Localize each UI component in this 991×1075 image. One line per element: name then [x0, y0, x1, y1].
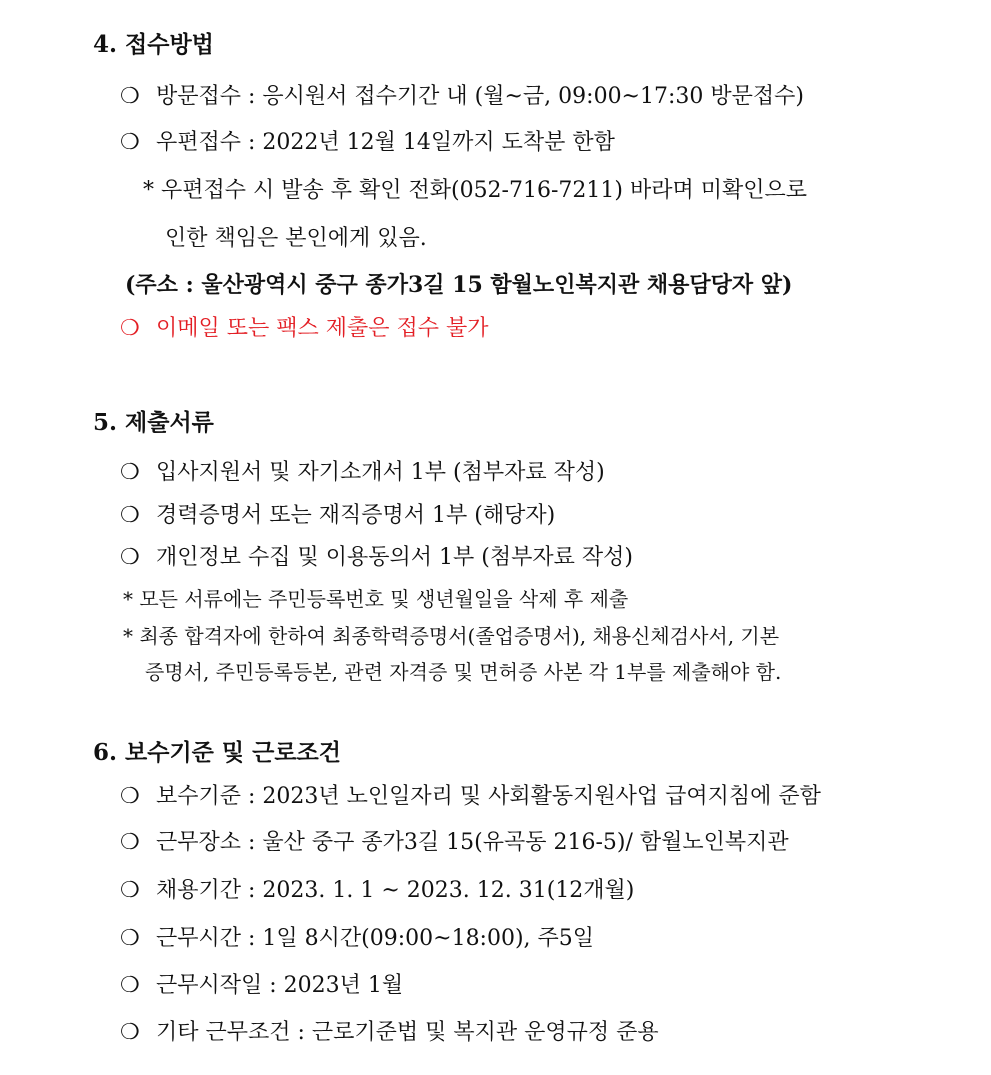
- circle-bullet-icon: ❍: [120, 878, 140, 903]
- list-item-text: 우편접수 : 2022년 12월 14일까지 도착분 한함: [156, 130, 615, 155]
- list-item-text: 개인정보 수집 및 이용동의서 1부 (첨부자료 작성): [156, 545, 633, 570]
- circle-bullet-icon: ❍: [120, 784, 140, 809]
- warning-item: [120, 314, 489, 344]
- circle-bullet-icon: ❍: [120, 973, 140, 998]
- list-item: [120, 971, 403, 1001]
- circle-bullet-icon: ❍: [120, 130, 140, 155]
- note-text: * 모든 서류에는 주민등록번호 및 생년월일을 삭제 후 제출: [123, 587, 629, 611]
- list-item: [120, 782, 821, 812]
- circle-bullet-icon: ❍: [120, 316, 140, 341]
- list-item: [120, 501, 555, 531]
- section-5-heading: 5. 제출서류: [93, 409, 214, 436]
- list-item-text: 기타 근무조건 : 근로기준법 및 복지관 운영규정 준용: [156, 1020, 659, 1045]
- list-item-text: 보수기준 : 2023년 노인일자리 및 사회활동지원사업 급여지침에 준함: [156, 784, 821, 809]
- warning-text: 이메일 또는 팩스 제출은 접수 불가: [156, 316, 489, 341]
- list-item: [120, 543, 633, 573]
- circle-bullet-icon: ❍: [120, 830, 140, 855]
- circle-bullet-icon: ❍: [120, 1020, 140, 1045]
- circle-bullet-icon: ❍: [120, 460, 140, 485]
- list-item: [120, 128, 615, 158]
- list-item-text: 방문접수 : 응시원서 접수기간 내 (월~금, 09:00~17:30 방문접수): [156, 84, 804, 109]
- list-item-text: 채용기간 : 2023. 1. 1 ~ 2023. 12. 31(12개월): [156, 878, 635, 903]
- list-item: [120, 458, 605, 488]
- note-text: 증명서, 주민등록등본, 관련 자격증 및 면허증 사본 각 1부를 제출해야 함.: [145, 660, 782, 684]
- note-text: * 최종 합격자에 한하여 최종학력증명서(졸업증명서), 채용신체검사서, 기본: [123, 624, 780, 648]
- circle-bullet-icon: ❍: [120, 84, 140, 109]
- note-text: 인한 책임은 본인에게 있음.: [165, 226, 427, 251]
- list-item: [120, 1018, 659, 1048]
- list-item-text: 근무장소 : 울산 중구 종가3길 15(유곡동 216-5)/ 함월노인복지관: [156, 830, 789, 855]
- circle-bullet-icon: ❍: [120, 503, 140, 528]
- circle-bullet-icon: ❍: [120, 926, 140, 951]
- list-item: [120, 924, 594, 954]
- list-item: [120, 876, 634, 906]
- list-item-text: 경력증명서 또는 재직증명서 1부 (해당자): [156, 503, 556, 528]
- list-item: [120, 82, 804, 112]
- section-6-heading: 6. 보수기준 및 근로조건: [93, 739, 341, 766]
- circle-bullet-icon: ❍: [120, 545, 140, 570]
- list-item-text: 입사지원서 및 자기소개서 1부 (첨부자료 작성): [156, 460, 605, 485]
- section-4-heading: 4. 접수방법: [93, 31, 214, 58]
- list-item: [120, 828, 789, 858]
- note-text: * 우편접수 시 발송 후 확인 전화(052-716-7211) 바라며 미확인으로: [143, 178, 807, 203]
- list-item-text: 근무시간 : 1일 8시간(09:00~18:00), 주5일: [156, 926, 595, 951]
- address-text: (주소 : 울산광역시 중구 종가3길 15 함월노인복지관 채용담당자 앞): [125, 272, 793, 298]
- list-item-text: 근무시작일 : 2023년 1월: [156, 973, 404, 998]
